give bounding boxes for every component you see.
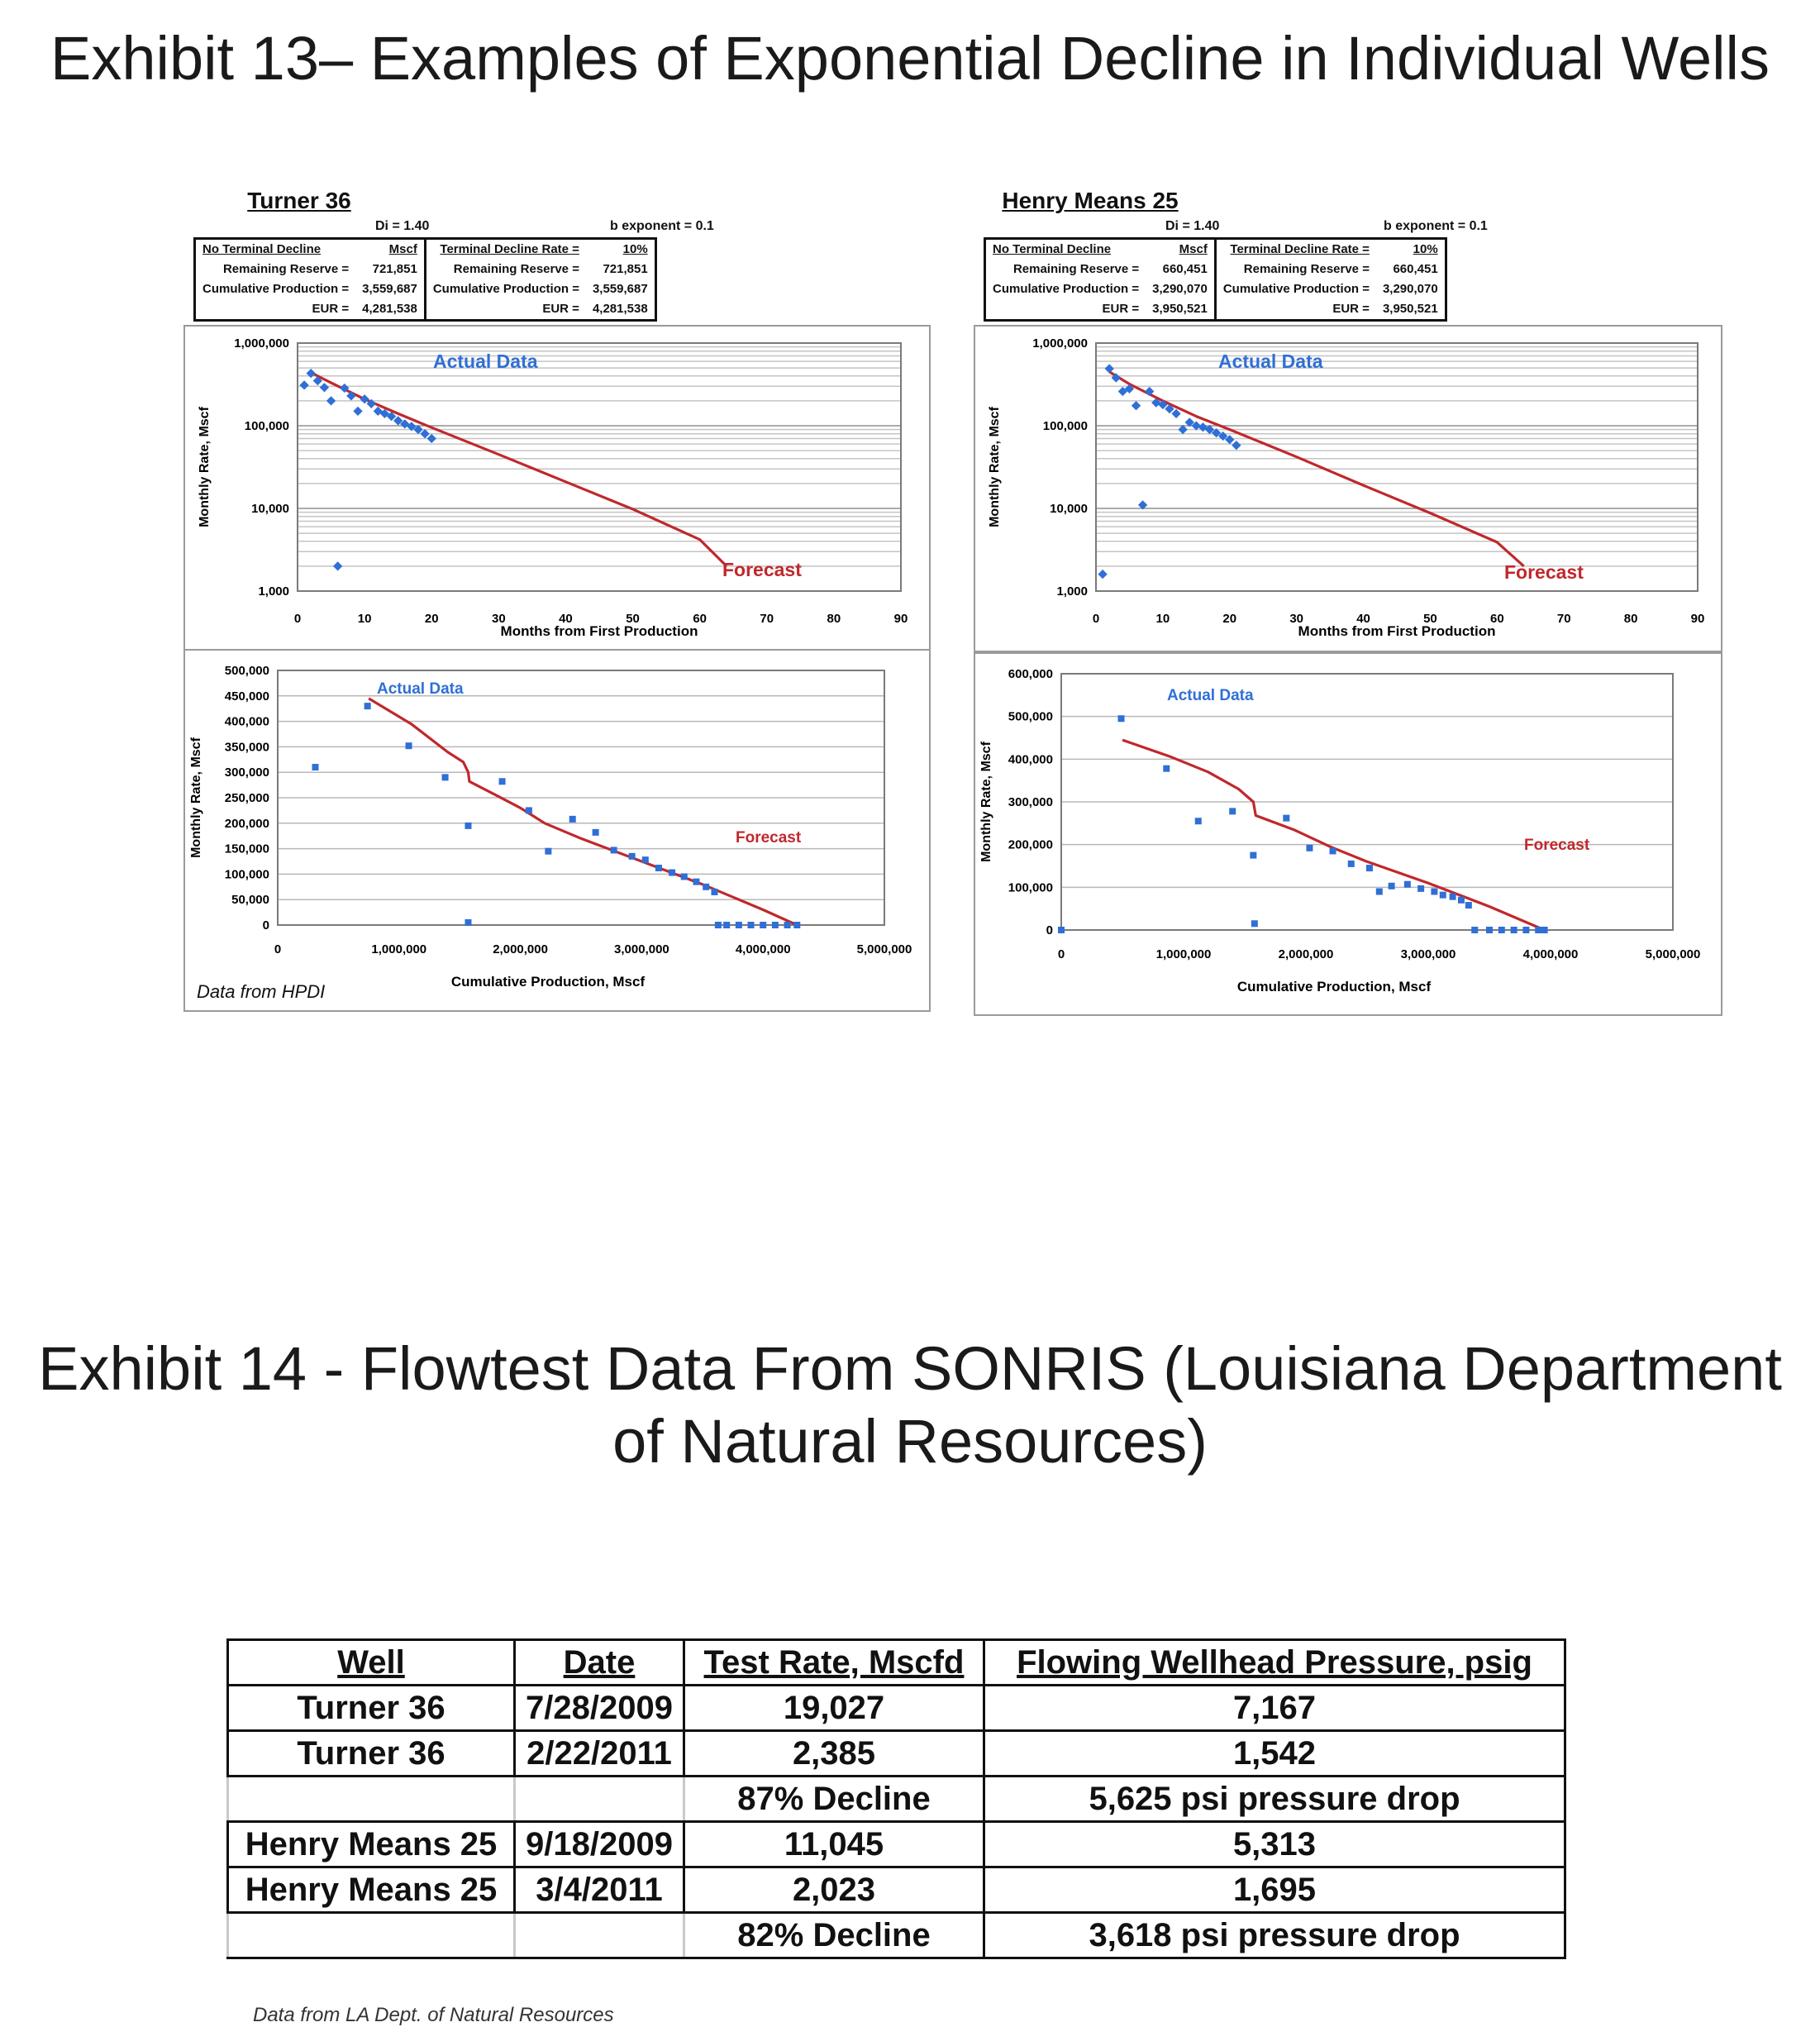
actual-data-point bbox=[693, 879, 699, 885]
y-tick-label: 1,000 bbox=[1056, 584, 1088, 599]
row-value: 3,950,521 bbox=[1382, 302, 1438, 316]
cell-date: 7/28/2009 bbox=[515, 1686, 684, 1731]
x-tick-label: 70 bbox=[760, 612, 774, 626]
x-axis-title: Months from First Production bbox=[1298, 623, 1496, 639]
x-tick-label: 50 bbox=[1423, 612, 1437, 626]
actual-data-point bbox=[1431, 889, 1437, 895]
actual-data-point bbox=[569, 816, 576, 823]
x-tick-label: 10 bbox=[357, 612, 372, 626]
footnote: Data from LA Dept. of Natural Resources bbox=[253, 2004, 614, 2026]
y-tick-label: 350,000 bbox=[224, 740, 269, 755]
x-tick-label: 3,000,000 bbox=[614, 942, 669, 956]
x-tick-label: 0 bbox=[274, 942, 282, 956]
x-axis-title: Cumulative Production, Mscf bbox=[1236, 979, 1432, 994]
y-tick-label: 50,000 bbox=[231, 893, 269, 908]
x-tick-label: 3,000,000 bbox=[1400, 947, 1456, 961]
table-row-summary bbox=[228, 1913, 1565, 1958]
row-value: 3,290,070 bbox=[1382, 282, 1438, 296]
row-label: Cumulative Production = bbox=[993, 282, 1140, 296]
actual-data-point bbox=[1486, 927, 1493, 933]
actual-data-point bbox=[333, 561, 342, 570]
x-tick-label: 90 bbox=[1690, 612, 1705, 626]
actual-data-point bbox=[1465, 902, 1472, 909]
right-head-value: 10% bbox=[1413, 242, 1438, 256]
cell-pressure: 5,625 psi pressure drop bbox=[984, 1777, 1565, 1822]
y-tick-label: 250,000 bbox=[224, 791, 269, 805]
actual-data-point bbox=[307, 369, 316, 378]
x-tick-label: 80 bbox=[1623, 612, 1638, 626]
actual-data-point bbox=[703, 884, 709, 890]
y-axis-title: Monthly Rate, Mscf bbox=[988, 407, 1002, 527]
actual-data-point bbox=[1171, 409, 1180, 418]
cell-pressure: 1,542 bbox=[984, 1731, 1565, 1777]
turner36-rate-cum-chart bbox=[183, 649, 931, 1012]
actual-data-point bbox=[346, 391, 355, 400]
actual-data-point bbox=[526, 807, 532, 813]
actual-data-point bbox=[784, 922, 791, 928]
y-axis-title: Monthly Rate, Mscf bbox=[189, 737, 203, 858]
row-value: 721,851 bbox=[603, 262, 648, 276]
exhibit14-title-line2: of Natural Resources) bbox=[612, 1407, 1208, 1476]
row-value: 3,559,687 bbox=[362, 282, 417, 296]
decline-summary-table bbox=[193, 237, 657, 322]
table-row-summary bbox=[228, 1777, 1565, 1822]
col-date: Date bbox=[515, 1640, 684, 1686]
di-value: Di = 1.40 bbox=[375, 219, 430, 233]
x-tick-label: 1,000,000 bbox=[1155, 947, 1212, 961]
cell-rate: 11,045 bbox=[684, 1822, 984, 1867]
actual-data-point bbox=[1498, 927, 1505, 933]
cell-pressure: 3,618 psi pressure drop bbox=[984, 1913, 1565, 1958]
actual-data-point bbox=[1404, 881, 1411, 888]
actual-data-point bbox=[545, 848, 551, 855]
table-row bbox=[228, 1686, 1565, 1731]
row-value: 721,851 bbox=[372, 262, 417, 276]
x-tick-label: 90 bbox=[893, 612, 908, 626]
henry-means25-rate-cum-chart bbox=[974, 652, 1722, 1016]
y-tick-label: 300,000 bbox=[224, 765, 269, 780]
actual-data-point bbox=[406, 742, 412, 749]
actual-data-point bbox=[748, 922, 755, 928]
henry-means25-rate-time-chart bbox=[974, 325, 1722, 652]
cell-well bbox=[228, 1913, 515, 1958]
y-tick-label: 450,000 bbox=[224, 689, 269, 703]
x-tick-label: 80 bbox=[827, 612, 841, 626]
x-tick-label: 10 bbox=[1155, 612, 1170, 626]
actual-data-point bbox=[1366, 865, 1373, 871]
actual-data-point bbox=[669, 870, 675, 876]
row-label: EUR = bbox=[312, 302, 350, 316]
plot-area bbox=[298, 343, 901, 591]
row-label: EUR = bbox=[425, 299, 586, 321]
cell-rate: 2,023 bbox=[684, 1867, 984, 1913]
cell-date: 2/22/2011 bbox=[515, 1731, 684, 1777]
henry-means25-panel bbox=[974, 169, 1719, 1013]
actual-data-point bbox=[1440, 892, 1446, 899]
actual-data-point bbox=[1348, 861, 1355, 867]
b-exponent: b exponent = 0.1 bbox=[610, 219, 714, 233]
row-value: 660,451 bbox=[1162, 262, 1208, 276]
left-head: No Terminal Decline bbox=[202, 242, 322, 256]
actual-data-point bbox=[1471, 927, 1478, 933]
x-tick-label: 20 bbox=[424, 612, 439, 626]
actual-data-point bbox=[364, 703, 371, 709]
turner36-rate-time-chart bbox=[183, 325, 931, 651]
x-tick-label: 5,000,000 bbox=[1645, 947, 1701, 961]
x-tick-label: 40 bbox=[559, 612, 573, 626]
x-axis-title: Months from First Production bbox=[500, 623, 698, 639]
table-row bbox=[228, 1867, 1565, 1913]
right-head-value: 10% bbox=[622, 242, 648, 256]
row-label: Remaining Reserve = bbox=[1012, 262, 1140, 276]
cell-well: Turner 36 bbox=[228, 1731, 515, 1777]
x-tick-label: 0 bbox=[293, 612, 302, 626]
y-tick-label: 150,000 bbox=[224, 842, 269, 856]
y-tick-label: 100,000 bbox=[244, 419, 289, 433]
x-tick-label: 4,000,000 bbox=[735, 942, 791, 956]
actual-data-point bbox=[326, 396, 336, 405]
x-tick-label: 50 bbox=[626, 612, 640, 626]
rate-cum-chart-svg bbox=[185, 651, 929, 1010]
actual-data-point bbox=[593, 829, 599, 836]
y-tick-label: 200,000 bbox=[224, 816, 269, 831]
y-axis-title: Monthly Rate, Mscf bbox=[198, 407, 212, 527]
right-head: Terminal Decline Rate = bbox=[1215, 239, 1376, 260]
actual-data-label: Actual Data bbox=[433, 351, 538, 372]
forecast-label: Forecast bbox=[1504, 561, 1584, 583]
row-label: Remaining Reserve = bbox=[222, 262, 350, 276]
actual-data-point bbox=[1105, 364, 1114, 373]
actual-data-point bbox=[1098, 570, 1107, 579]
actual-data-point bbox=[442, 774, 449, 780]
actual-data-point bbox=[1251, 920, 1258, 927]
x-tick-label: 4,000,000 bbox=[1522, 947, 1579, 961]
y-tick-label: 0 bbox=[1046, 923, 1053, 937]
x-tick-label: 20 bbox=[1222, 612, 1237, 626]
row-label: EUR = bbox=[1102, 302, 1140, 316]
x-tick-label: 2,000,000 bbox=[1278, 947, 1334, 961]
y-tick-label: 0 bbox=[262, 918, 269, 932]
left-unit: Mscf bbox=[388, 242, 417, 256]
y-tick-label: 10,000 bbox=[251, 502, 289, 516]
y-tick-label: 500,000 bbox=[1008, 709, 1053, 724]
actual-data-point bbox=[1306, 845, 1313, 851]
exhibit14-title bbox=[0, 1333, 1820, 1478]
actual-data-point bbox=[1541, 927, 1548, 933]
row-label: Remaining Reserve = bbox=[1215, 260, 1376, 279]
actual-data-point bbox=[1458, 897, 1465, 904]
x-tick-label: 70 bbox=[1556, 612, 1571, 626]
cell-rate: 82% Decline bbox=[684, 1913, 984, 1958]
y-tick-label: 1,000 bbox=[258, 584, 289, 599]
y-tick-label: 100,000 bbox=[224, 867, 269, 882]
x-tick-label: 60 bbox=[693, 612, 708, 626]
actual-data-point bbox=[711, 889, 717, 895]
x-tick-label: 40 bbox=[1356, 612, 1370, 626]
left-head: No Terminal Decline bbox=[993, 242, 1112, 256]
rate-time-chart-svg bbox=[975, 327, 1721, 651]
cell-well bbox=[228, 1777, 515, 1822]
row-label: EUR = bbox=[1215, 299, 1376, 321]
plot-area bbox=[1096, 343, 1698, 591]
row-value: 3,950,521 bbox=[1152, 302, 1208, 316]
table-header-row bbox=[228, 1640, 1565, 1686]
actual-data-point bbox=[499, 778, 506, 785]
row-value: 660,451 bbox=[1393, 262, 1438, 276]
actual-data-point bbox=[1522, 927, 1529, 933]
y-tick-label: 500,000 bbox=[224, 664, 269, 678]
x-axis-title: Cumulative Production, Mscf bbox=[450, 974, 646, 990]
y-tick-label: 400,000 bbox=[1008, 752, 1053, 767]
y-tick-label: 1,000,000 bbox=[1032, 336, 1088, 351]
actual-data-point bbox=[1376, 889, 1383, 895]
actual-data-label: Actual Data bbox=[1218, 351, 1323, 372]
actual-data-point bbox=[1058, 927, 1065, 933]
actual-data-point bbox=[1163, 765, 1170, 772]
y-tick-label: 10,000 bbox=[1050, 502, 1088, 516]
cell-rate: 2,385 bbox=[684, 1731, 984, 1777]
y-tick-label: 400,000 bbox=[224, 714, 269, 729]
actual-data-point bbox=[1535, 927, 1541, 933]
turner36-panel bbox=[183, 169, 927, 1013]
actual-data-point bbox=[736, 922, 742, 928]
cell-date: 3/4/2011 bbox=[515, 1867, 684, 1913]
actual-data-point bbox=[642, 856, 649, 863]
forecast-label: Forecast bbox=[736, 829, 802, 847]
actual-data-point bbox=[360, 394, 369, 403]
actual-data-point bbox=[299, 380, 308, 389]
actual-data-point bbox=[427, 434, 436, 443]
actual-data-point bbox=[1283, 815, 1289, 822]
row-value: 3,559,687 bbox=[592, 282, 648, 296]
row-value: 4,281,538 bbox=[362, 302, 417, 316]
row-value: 3,290,070 bbox=[1152, 282, 1208, 296]
table-row bbox=[228, 1731, 1565, 1777]
cell-date bbox=[515, 1913, 684, 1958]
actual-data-point bbox=[629, 853, 636, 860]
cell-rate: 87% Decline bbox=[684, 1777, 984, 1822]
actual-data-point bbox=[715, 922, 722, 928]
forecast-label: Forecast bbox=[1524, 837, 1590, 854]
actual-data-point bbox=[465, 919, 471, 926]
row-value: 4,281,538 bbox=[592, 302, 648, 316]
actual-data-label: Actual Data bbox=[377, 680, 464, 698]
rate-time-chart-svg bbox=[185, 327, 929, 649]
actual-data-point bbox=[1450, 894, 1456, 900]
actual-data-point bbox=[312, 764, 319, 770]
actual-data-point bbox=[1330, 847, 1336, 854]
row-label: Cumulative Production = bbox=[202, 282, 350, 296]
flowtest-table bbox=[226, 1638, 1566, 1959]
actual-data-point bbox=[611, 847, 617, 853]
actual-data-point bbox=[1250, 852, 1256, 859]
x-tick-label: 30 bbox=[491, 612, 506, 626]
cell-well: Turner 36 bbox=[228, 1686, 515, 1731]
actual-data-point bbox=[760, 922, 766, 928]
cell-date: 9/18/2009 bbox=[515, 1822, 684, 1867]
actual-data-point bbox=[793, 922, 800, 928]
y-tick-label: 100,000 bbox=[1042, 419, 1088, 433]
y-tick-label: 1,000,000 bbox=[234, 336, 289, 351]
actual-data-point bbox=[320, 383, 329, 392]
y-tick-label: 600,000 bbox=[1008, 667, 1053, 681]
table-row bbox=[228, 1822, 1565, 1867]
cell-date bbox=[515, 1777, 684, 1822]
actual-data-point bbox=[1232, 441, 1241, 450]
actual-data-point bbox=[655, 865, 662, 871]
di-value: Di = 1.40 bbox=[1165, 219, 1220, 233]
row-label: Cumulative Production = bbox=[425, 279, 586, 299]
actual-data-point bbox=[1118, 715, 1125, 722]
actual-data-point bbox=[1417, 885, 1424, 892]
left-unit: Mscf bbox=[1179, 242, 1208, 256]
actual-data-point bbox=[1511, 927, 1517, 933]
y-tick-label: 200,000 bbox=[1008, 837, 1053, 852]
x-tick-label: 0 bbox=[1057, 947, 1065, 961]
exhibit14-title-line1: Exhibit 14 - Flowtest Data From SONRIS (Louisiana Department bbox=[38, 1334, 1782, 1403]
cell-well: Henry Means 25 bbox=[228, 1822, 515, 1867]
rate-cum-chart-svg bbox=[975, 654, 1721, 1014]
forecast-line bbox=[1122, 740, 1545, 930]
x-tick-label: 30 bbox=[1289, 612, 1304, 626]
x-tick-label: 0 bbox=[1092, 612, 1100, 626]
row-label: Cumulative Production = bbox=[1215, 279, 1376, 299]
x-tick-label: 1,000,000 bbox=[371, 942, 427, 956]
x-tick-label: 60 bbox=[1489, 612, 1504, 626]
y-axis-title: Monthly Rate, Mscf bbox=[979, 742, 993, 862]
x-tick-label: 5,000,000 bbox=[856, 942, 912, 956]
actual-data-point bbox=[681, 873, 688, 880]
forecast-line bbox=[369, 699, 797, 925]
y-tick-label: 300,000 bbox=[1008, 795, 1053, 809]
cell-pressure: 7,167 bbox=[984, 1686, 1565, 1731]
actual-data-point bbox=[1132, 401, 1141, 410]
well-name: Henry Means 25 bbox=[1002, 188, 1179, 213]
cell-pressure: 5,313 bbox=[984, 1822, 1565, 1867]
forecast-label: Forecast bbox=[722, 559, 802, 580]
y-tick-label: 100,000 bbox=[1008, 880, 1053, 895]
well-name: Turner 36 bbox=[247, 188, 351, 213]
cell-well: Henry Means 25 bbox=[228, 1867, 515, 1913]
col-well: Well bbox=[228, 1640, 515, 1686]
cell-rate: 19,027 bbox=[684, 1686, 984, 1731]
actual-data-point bbox=[465, 823, 471, 829]
actual-data-point bbox=[1229, 808, 1236, 814]
actual-data-point bbox=[723, 922, 730, 928]
cell-pressure: 1,695 bbox=[984, 1867, 1565, 1913]
decline-summary-table bbox=[984, 237, 1447, 322]
b-exponent: b exponent = 0.1 bbox=[1384, 219, 1488, 233]
x-tick-label: 2,000,000 bbox=[493, 942, 548, 956]
right-head: Terminal Decline Rate = bbox=[425, 239, 586, 260]
col-pressure: Flowing Wellhead Pressure, psig bbox=[984, 1640, 1565, 1686]
actual-data-label: Actual Data bbox=[1167, 687, 1254, 704]
actual-data-point bbox=[1389, 883, 1395, 889]
actual-data-point bbox=[1195, 818, 1202, 824]
col-test-rate: Test Rate, Mscfd bbox=[684, 1640, 984, 1686]
actual-data-point bbox=[353, 407, 362, 416]
exhibit13-title: Exhibit 13– Examples of Exponential Decline in Individual Wells bbox=[50, 24, 1770, 93]
row-label: Remaining Reserve = bbox=[425, 260, 586, 279]
actual-data-point bbox=[772, 922, 779, 928]
henry-means25-header bbox=[974, 169, 1719, 318]
source-note: Data from HPDI bbox=[197, 981, 326, 1002]
